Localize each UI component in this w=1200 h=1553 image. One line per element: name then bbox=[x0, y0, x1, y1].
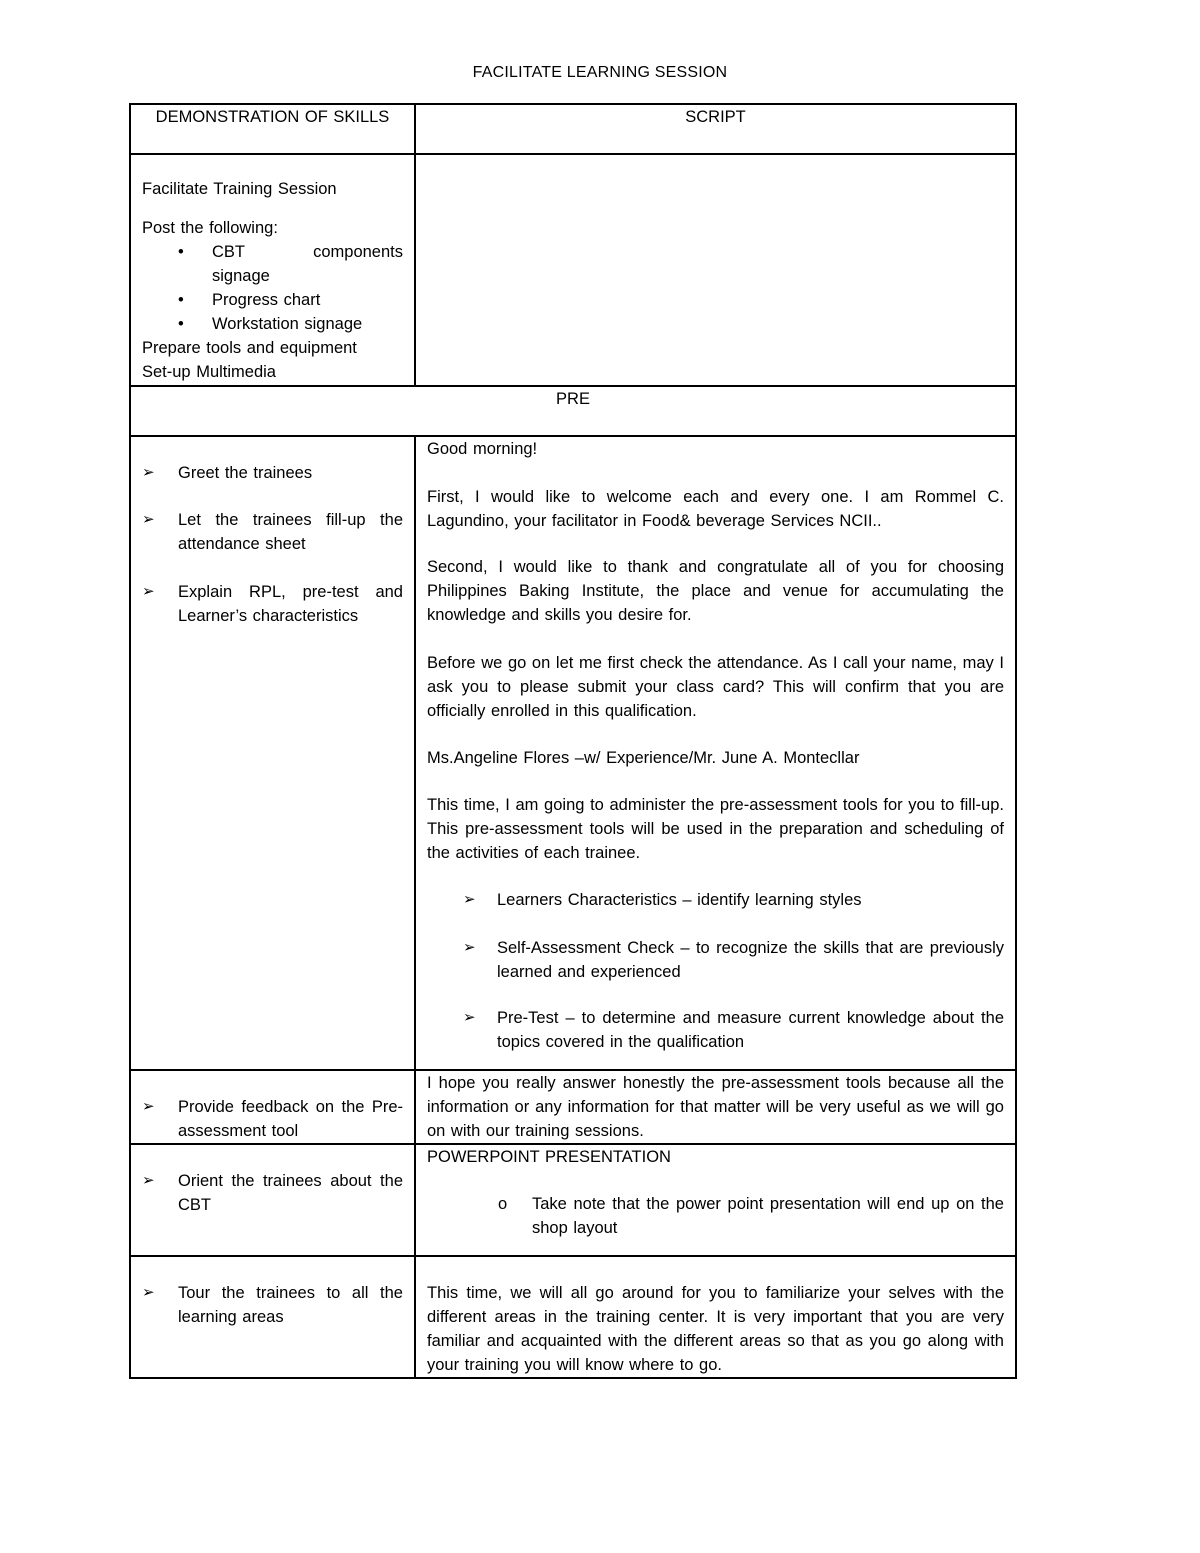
post-label: Post the following: bbox=[142, 219, 278, 237]
header-demonstration: DEMONSTRATION OF SKILLS bbox=[130, 104, 415, 154]
post-list bbox=[142, 240, 403, 336]
thanks-text: Second, I would like to thank and congratulate all of you for choosing Philippines Baking Institute, the place and venue for accumulating the knowledge and skills you desire for. bbox=[427, 558, 1004, 624]
arrow-icon: ➢ bbox=[142, 464, 155, 481]
pre-section-row bbox=[130, 386, 1016, 436]
bullet-icon: • bbox=[178, 243, 184, 261]
welcome-text: First, I would like to welcome each and every one. I am Rommel C. Lagundino, your facilitator in Food& beverage Services NCII.. bbox=[427, 488, 1004, 530]
arrow-icon: ➢ bbox=[142, 1284, 155, 1301]
bullet-icon: • bbox=[178, 315, 184, 333]
post-item-cbt: CBT components signage bbox=[212, 243, 403, 285]
orient-script-cell bbox=[415, 1144, 1016, 1256]
arrow-icon: ➢ bbox=[463, 939, 476, 956]
list-item bbox=[178, 312, 403, 336]
greet-trainees: Greet the trainees bbox=[178, 464, 313, 482]
setup-heading: Facilitate Training Session bbox=[142, 180, 337, 198]
post-item-progress: Progress chart bbox=[212, 291, 321, 309]
list-item bbox=[142, 580, 403, 628]
feedback-script-cell bbox=[415, 1070, 1016, 1144]
pre-section-label: PRE bbox=[130, 386, 1016, 436]
session-table bbox=[129, 103, 1017, 1379]
list-item bbox=[427, 1192, 1004, 1240]
list-item bbox=[142, 461, 403, 485]
list-item bbox=[142, 1281, 403, 1329]
tour-text: This time, we will all go around for you to familiarize your selves with the different areas in the training center. It is very important that you are very familiar and acquainted with the different areas so that as you go along with your training you will know where to go. bbox=[427, 1284, 1004, 1374]
arrow-icon: ➢ bbox=[463, 891, 476, 908]
tool-pre-test: Pre-Test – to determine and measure current knowledge about the topics covered in the qualification bbox=[497, 1009, 1004, 1051]
document-title: FACILITATE LEARNING SESSION bbox=[472, 64, 728, 81]
tour-row bbox=[130, 1256, 1016, 1378]
provide-feedback: Provide feedback on the Pre-assessment tool bbox=[178, 1098, 403, 1140]
list-item bbox=[427, 888, 1004, 912]
list-item bbox=[178, 240, 403, 288]
list-item bbox=[142, 1095, 403, 1143]
tool-learners: Learners Characteristics – identify learning styles bbox=[497, 891, 862, 909]
bullet-icon: • bbox=[178, 291, 184, 309]
pre-script-cell bbox=[415, 436, 1016, 1070]
list-item bbox=[427, 1006, 1004, 1054]
post-item-workstation: Workstation signage bbox=[212, 315, 363, 333]
powerpoint-title: POWERPOINT PRESENTATION bbox=[427, 1148, 671, 1166]
arrow-icon: ➢ bbox=[142, 1172, 155, 1189]
pre-left-cell bbox=[130, 436, 415, 1070]
prepare-tools: Prepare tools and equipment bbox=[142, 339, 357, 357]
arrow-icon: ➢ bbox=[142, 583, 155, 600]
orient-left-cell bbox=[130, 1144, 415, 1256]
setup-row bbox=[130, 154, 1016, 386]
pre-row bbox=[130, 436, 1016, 1070]
list-item bbox=[427, 936, 1004, 984]
arrow-icon: ➢ bbox=[142, 511, 155, 528]
feedback-left-cell bbox=[130, 1070, 415, 1144]
preassess-text: This time, I am going to administer the pre-assessment tools for you to fill-up. This pre-assessment tools will be used in the preparation and scheduling of the activities of each trainee. bbox=[427, 796, 1004, 862]
circle-bullet-icon: o bbox=[498, 1195, 508, 1213]
attendance-text: Before we go on let me first check the attendance. As I call your name, may I ask you to please submit your class card? This will confirm that you are officially enrolled in this qualification. bbox=[427, 654, 1004, 720]
feedback-row bbox=[130, 1070, 1016, 1144]
orient-trainees: Orient the trainees about the CBT bbox=[178, 1172, 403, 1214]
greeting: Good morning! bbox=[427, 440, 538, 458]
tour-left-cell bbox=[130, 1256, 415, 1378]
setup-multimedia: Set-up Multimedia bbox=[142, 363, 276, 381]
tour-script-cell bbox=[415, 1256, 1016, 1378]
fill-attendance: Let the trainees fill-up the attendance sheet bbox=[178, 511, 403, 553]
tour-trainees: Tour the trainees to all the learning areas bbox=[178, 1284, 403, 1326]
list-item bbox=[178, 288, 403, 312]
arrow-icon: ➢ bbox=[463, 1009, 476, 1026]
setup-script-cell bbox=[415, 154, 1016, 386]
list-item bbox=[142, 1169, 403, 1217]
setup-cell bbox=[130, 154, 415, 386]
header-row bbox=[130, 104, 1016, 154]
powerpoint-note: Take note that the power point presentation will end up on the shop layout bbox=[532, 1195, 1004, 1237]
arrow-icon: ➢ bbox=[142, 1098, 155, 1115]
feedback-text: I hope you really answer honestly the pre-assessment tools because all the information or any information for that matter will be very useful as we will go on with our training sessions. bbox=[427, 1074, 1004, 1140]
tool-self-assessment: Self-Assessment Check – to recognize the skills that are previously learned and experienced bbox=[497, 939, 1004, 981]
names-text: Ms.Angeline Flores –w/ Experience/Mr. June A. Montecllar bbox=[427, 749, 860, 767]
orient-row bbox=[130, 1144, 1016, 1256]
list-item bbox=[142, 508, 403, 556]
header-script: SCRIPT bbox=[415, 104, 1016, 154]
explain-rpl: Explain RPL, pre-test and Learner’s characteristics bbox=[178, 583, 403, 625]
